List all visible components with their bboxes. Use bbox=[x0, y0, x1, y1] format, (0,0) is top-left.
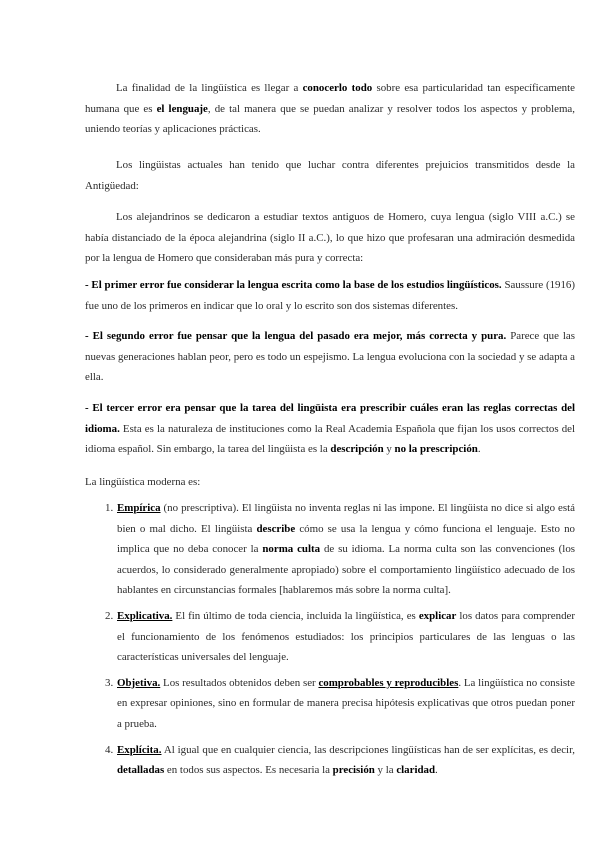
bold-text: comprobables y reproducibles bbox=[318, 676, 459, 689]
list-item bbox=[85, 673, 575, 735]
bold-text: explicar bbox=[418, 609, 457, 622]
text: Los resultados obtenidos deben ser bbox=[160, 676, 319, 689]
bold-text: describe bbox=[256, 522, 296, 535]
text: , de tal manera que se puedan analizar y resolver todos los aspectos y problema, uniendo teorías y aplicaciones prácticas. bbox=[85, 102, 575, 136]
paragraph-first-error bbox=[85, 275, 575, 316]
list-item-title: Objetiva. bbox=[117, 676, 161, 689]
bold-text: - El tercer error era pensar que la tarea del lingüista era prescribir cuáles eran las reglas correctas del idioma. bbox=[85, 402, 575, 435]
text: Saussure (1916) fue uno de los primeros en indicar que lo oral y lo escrito son dos sistemas diferentes. bbox=[85, 279, 575, 312]
bold-text: detalladas bbox=[117, 764, 165, 777]
text: en todos sus aspectos. Es necesaria la bbox=[164, 764, 333, 777]
text: sobre esa particularidad tan específicamente humana que es bbox=[85, 82, 575, 115]
bold-text: el lenguaje bbox=[156, 102, 208, 115]
paragraph-modern-linguistics: La lingüística moderna es: bbox=[85, 476, 201, 488]
list-number: 3. bbox=[105, 676, 114, 689]
text: cómo se usa la lengua y cómo funciona el lenguaje. Esto no implica que no deba conocer la bbox=[117, 522, 575, 556]
list-item bbox=[85, 498, 575, 601]
text: Al igual que en cualquier ciencia, las descripciones lingüísticas han de ser explícitas, es decir, bbox=[161, 743, 575, 756]
text: (no prescriptiva). El lingüista no inventa reglas ni las impone. El lingüista no dice si algo está bien o mal dicho. El lingüista bbox=[117, 502, 575, 535]
bold-text: descripción bbox=[330, 443, 384, 456]
bold-text: - El segundo error fue pensar que la lengua del pasado era mejor, más correcta y pura. bbox=[85, 330, 507, 342]
text: . La lingüística no consiste en expresar opiniones, sino en formular de manera precisa hipótesis explicativas que otros puedan poner a prueba. bbox=[117, 676, 575, 730]
text: . bbox=[435, 764, 438, 777]
text: Esta es la naturaleza de instituciones como la Real Academia Española que fijan los usos correctos del idioma español. Sin embargo, la tarea del lingüista es la bbox=[85, 422, 575, 456]
bold-text: precisión bbox=[332, 764, 375, 777]
bold-text: claridad bbox=[396, 764, 436, 777]
list-number: 4. bbox=[105, 743, 114, 756]
list-item-title: Explicativa. bbox=[117, 609, 173, 622]
paragraph-prejudices: Los lingüistas actuales han tenido que luchar contra diferentes prejuicios transmitidos desde la Antigüedad: bbox=[85, 159, 575, 192]
text: y bbox=[383, 443, 395, 456]
list-item bbox=[85, 606, 575, 668]
text: de su idioma. La norma culta son las convenciones (los acuerdos, lo considerado generalmente apropiado) sobre el comportamiento lingüístico adecuado de los hablantes en circunstancias formales [hablaremos más sobre la norma culta]. bbox=[117, 543, 576, 597]
bold-text: norma culta bbox=[262, 543, 321, 556]
list-item bbox=[85, 740, 575, 781]
paragraph-third-error bbox=[85, 398, 575, 460]
list-number: 2. bbox=[105, 609, 114, 622]
list-number: 1. bbox=[105, 502, 114, 514]
paragraph-second-error bbox=[85, 326, 575, 388]
list-item-title: Empírica bbox=[117, 502, 161, 514]
paragraph-alexandrians: Los alejandrinos se dedicaron a estudiar textos antiguos de Homero, cuya lengua (siglo VIII a.C.) se había distanciado de la época alejandrina (siglo II a.C.), lo que hizo que profesaran una admiración desmedida por la lengua de Homero que consideraban más pura y correcta: bbox=[85, 211, 575, 265]
bold-text: - El primer error fue considerar la lengua escrita como la base de los estudios lingüísticos. bbox=[85, 279, 502, 291]
bold-text: conocerlo todo bbox=[302, 82, 373, 94]
text: . bbox=[477, 443, 481, 456]
text: y la bbox=[374, 764, 397, 777]
text: los datos para comprender el funcionamiento de los fenómenos estudiados: los principios particulares de las lenguas o las características universales del lenguaje. bbox=[117, 609, 575, 664]
text: Parece que las nuevas generaciones hablan peor, pero es todo un espejismo. La lengua evoluciona con la sociedad y se adapta a ella. bbox=[85, 330, 575, 384]
paragraph-intro bbox=[85, 78, 575, 140]
list-item-title: Explícita. bbox=[117, 743, 162, 756]
text: La finalidad de la lingüística es llegar a bbox=[116, 82, 303, 94]
text: El fin último de toda ciencia, incluida la lingüística, es bbox=[172, 609, 419, 622]
characteristics-list bbox=[85, 498, 575, 786]
bold-text: no la prescripción bbox=[394, 443, 478, 456]
